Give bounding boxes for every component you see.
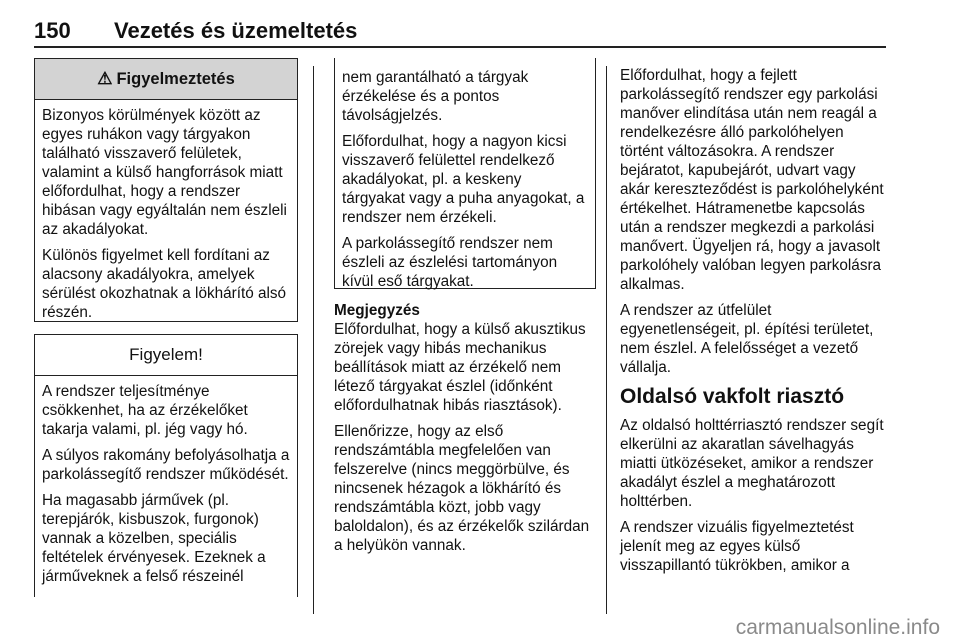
watermark-text: carmanualsonline.info [735,616,940,639]
note-paragraph: Előfordulhat, hogy a külső akusztikus zörejek vagy hibás mechanikus beállítások miatt az érzékelő nem létező tárgyakat észlel (időnként előfordulhatnak hibás riasztások). [334,321,586,414]
column-left [34,58,298,597]
warning-triangle-icon: ⚠ [97,69,113,88]
body-paragraph: Az oldalsó holttérriasztó rendszer segít elkerülni az akaratlan sávelhagyás miatti ütközéseket, amikor a rendszer akadályt észlel a meghatározott holttérben. [620,417,884,510]
page-number: 150 [34,18,71,43]
warning-box-title: Figyelmeztetés [116,69,235,88]
body-paragraph: A rendszer vizuális figyelmeztetést jelenít meg az egyes külső visszapillantó tükrökben, amikor a [620,519,854,574]
caution-paragraph: A súlyos rakomány befolyásolhatja a parkolássegítő rendszer működését. [42,447,290,483]
column-right [620,66,886,582]
body-paragraph: A rendszer az útfelület egyenetlenségeit, pl. építési területet, nem észlel. A felelősséget a vezető vállalja. [620,302,874,376]
caution-box-continued [334,58,596,289]
warning-box-header [35,59,297,100]
note-section [334,301,596,555]
caution-paragraph: A rendszer teljesítménye csökkenhet, ha az érzékelőket takarja valami, pl. jég vagy hó. [42,383,248,438]
caution-paragraph: Ha magasabb járművek (pl. terepjárók, kisbuszok, furgonok) vannak a közelben, speciális feltételek érvényesek. Ezeknek a járműveknek a felső részeinél [42,492,266,585]
column-middle [334,58,596,562]
caution-box [34,334,298,597]
column-divider [313,66,314,614]
warning-paragraph: Bizonyos körülmények között az egyes ruhákon vagy tárgyakon található visszaverő felületek, valamint a külső hangforrások miatt előfordulhat, hogy a rendszer hibásan vagy egyáltalán nem észleli az akadályokat. [42,107,287,238]
chapter-title: Vezetés és üzemeltetés [114,18,358,43]
note-title: Megjegyzés [334,302,420,319]
warning-paragraph: Különös figyelmet kell fordítani az alacsony akadályokra, amelyek sérülést okozhatnak a lökhárító alsó részén. [42,247,287,321]
caution-box-header [35,335,297,376]
warning-box [34,58,298,322]
caution-paragraph: nem garantálható a tárgyak érzékelése és a pontos távolságjelzés. [342,69,529,124]
caution-box-title: Figyelem! [129,345,203,364]
body-paragraph: Előfordulhat, hogy a fejlett parkolássegítő rendszer egy parkolási manőver elindítása után nem reagál a rendelkezésre álló parkolóhelyen történt változásokra. A rendszer bejáratot, kapubejárót, udvart vagy akár kereszteződést is parkolóhelyként értékelhet. Hátramenetbe kapcsolás után a rendszer megkezdi a parkolási manővert. Ügyeljen rá, hogy a javasolt parkolóhely valóban legyen parkolásra alkalmas. [620,67,884,293]
column-divider [606,66,607,614]
header-divider [34,46,886,48]
section-heading: Oldalsó vakfolt riasztó [620,385,845,408]
note-paragraph: Ellenőrizze, hogy az első rendszámtábla megfelelően van felszerelve (nincs meggörbülve, és nincsenek hézagok a lökhárító és rendszámtábla közt, jobb vagy baloldalon), és az érzékelők szilárdan a helyükön vannak. [334,423,590,554]
caution-paragraph: A parkolássegítő rendszer nem észleli az észlelési tartományon kívül eső tárgyakat. [342,235,558,290]
caution-paragraph: Előfordulhat, hogy a nagyon kicsi visszaverő felülettel rendelkező akadályokat, pl. a keskeny tárgyakat vagy a puha anyagokat, a rendszer nem érzékeli. [342,133,585,226]
